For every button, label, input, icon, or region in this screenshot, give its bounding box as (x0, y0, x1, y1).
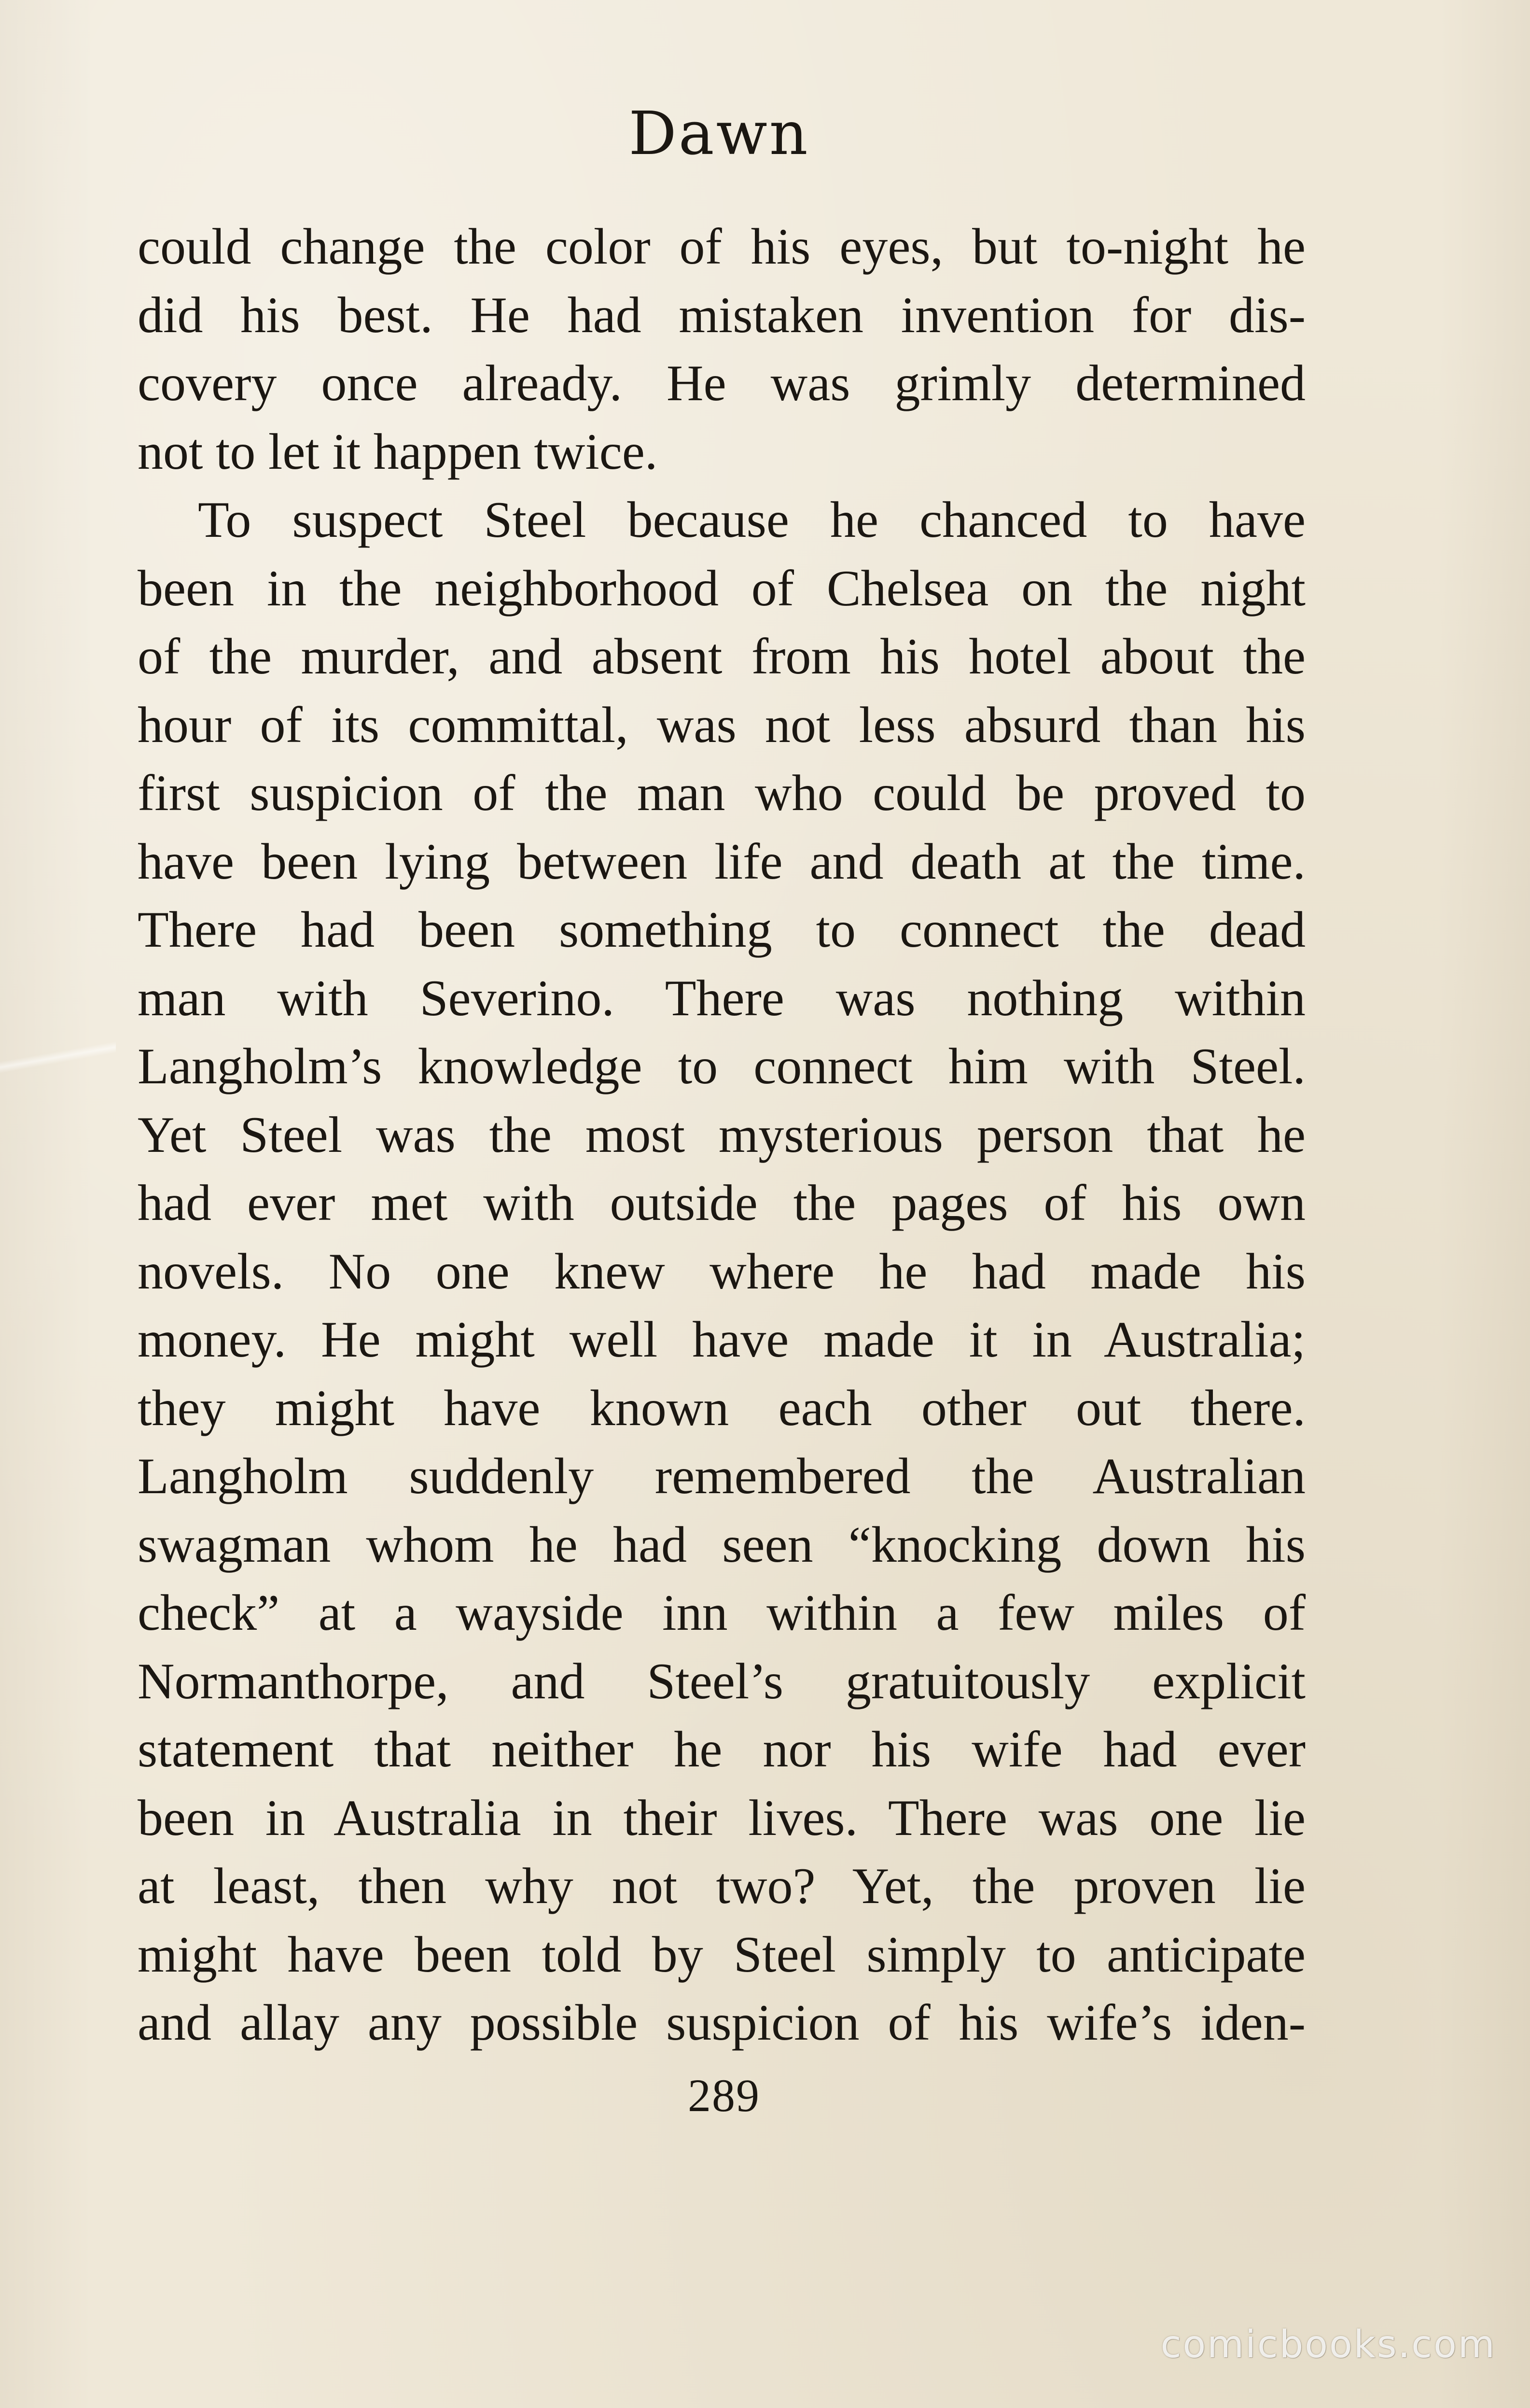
text-line: Langholm suddenly remembered the Australian (138, 1448, 1306, 1504)
text-line: and allay any possible suspicion of his wife’s iden- (138, 1994, 1306, 2051)
text-line: been in the neighborhood of Chelsea on the night (138, 560, 1306, 616)
text-line: had ever met with outside the pages of his own (138, 1175, 1306, 1231)
text-line: check” at a wayside inn within a few miles of (138, 1584, 1306, 1641)
text-line: of the murder, and absent from his hotel about the (138, 628, 1306, 685)
text-line: statement that neither he nor his wife had ever (138, 1721, 1306, 1778)
text-line: not to let it happen twice. (138, 423, 658, 480)
text-line: man with Severino. There was nothing within (138, 969, 1306, 1026)
page-number: 289 (688, 2070, 760, 2121)
text-line: first suspicion of the man who could be proved to (138, 765, 1306, 821)
text-line: Normanthorpe, and Steel’s gratuitously explicit (138, 1652, 1306, 1709)
text-line: Langholm’s knowledge to connect him with Steel. (138, 1038, 1306, 1094)
text-line: novels. No one knew where he had made his (138, 1243, 1306, 1300)
watermark: comicbooks.com (1160, 2323, 1496, 2366)
text-line: To suspect Steel because he chanced to have (198, 491, 1306, 548)
text-line: could change the color of his eyes, but to-night he (138, 218, 1306, 275)
running-head: Dawn (628, 99, 810, 168)
text-line: swagman whom he had seen “knocking down his (138, 1516, 1306, 1573)
text-line: might have been told by Steel simply to anticipate (138, 1926, 1306, 1983)
text-line: at least, then why not two? Yet, the proven lie (138, 1858, 1306, 1914)
text-line: Yet Steel was the most mysterious person that he (138, 1106, 1306, 1163)
text-line: they might have known each other out there. (138, 1379, 1306, 1436)
text-line: covery once already. He was grimly determined (138, 355, 1306, 411)
body-text (138, 212, 1306, 2057)
text-line: hour of its committal, was not less absurd than his (138, 696, 1306, 753)
text-line: money. He might well have made it in Australia; (138, 1311, 1306, 1368)
text-line: did his best. He had mistaken invention for dis- (138, 286, 1306, 343)
text-line: have been lying between life and death at the time. (138, 833, 1306, 890)
text-line: been in Australia in their lives. There was one lie (138, 1789, 1306, 1846)
text-line: There had been something to connect the dead (138, 901, 1306, 958)
paper-crease (0, 1038, 116, 1077)
